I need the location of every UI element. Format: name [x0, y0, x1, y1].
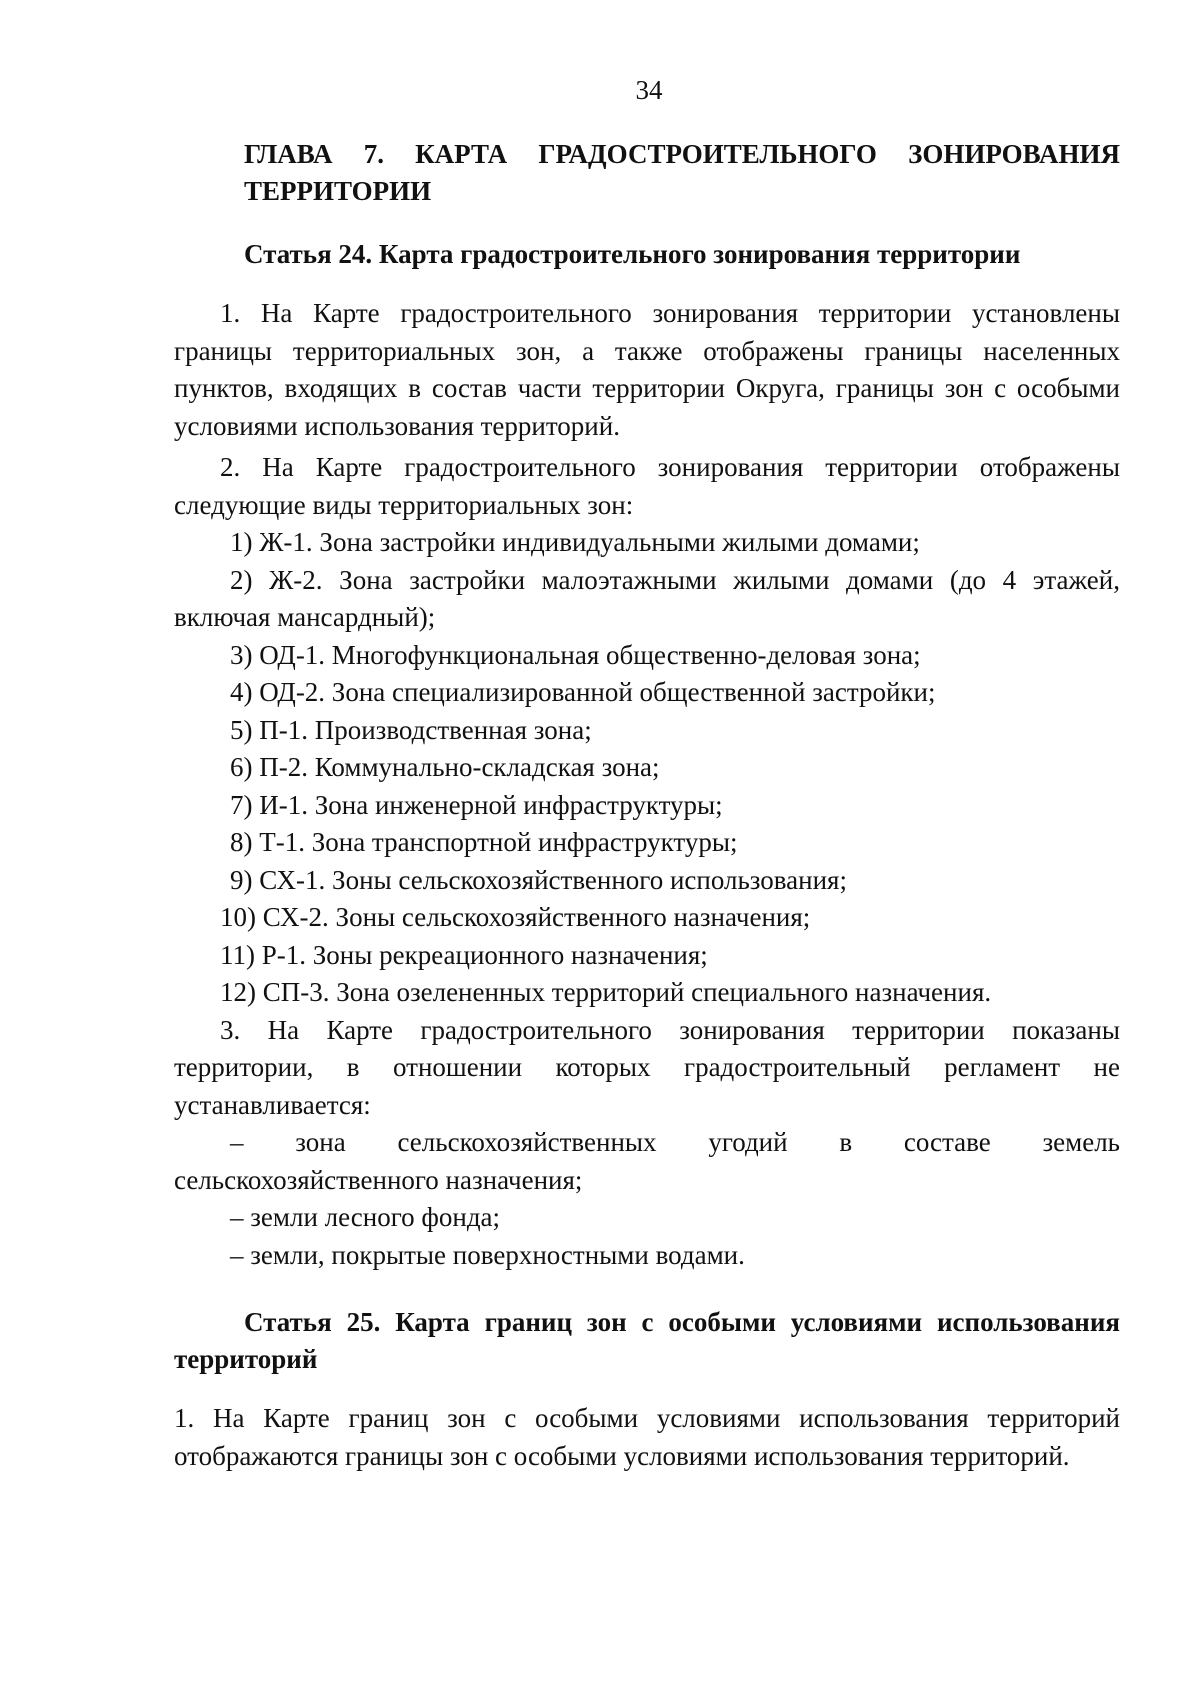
exclusion-list	[174, 1124, 1120, 1274]
zone-list-item: 11) Р-1. Зоны рекреационного назначения;	[220, 939, 708, 970]
article-24-paragraph-3: 3. На Карте градостроительного зонирования территории показаны территории, в отношении которых градостроительный регламент не устанавливается:	[174, 1014, 1120, 1120]
exclusion-list-item: – земли, покрытые поверхностными водами.	[230, 1239, 745, 1270]
article-25-title-line2: территорий	[174, 1344, 318, 1374]
zone-list-item: 5) П-1. Производственная зона;	[230, 714, 592, 745]
chapter-title-line2: ТЕРРИТОРИИ	[244, 176, 432, 206]
chapter-title-line1: ГЛАВА 7. КАРТА ГРАДОСТРОИТЕЛЬНОГО ЗОНИРОВАНИЯ	[244, 139, 1120, 169]
article-25-title-line1: Статья 25. Карта границ зон с особыми условиями использования	[244, 1307, 1120, 1337]
zone-list	[174, 524, 1120, 1012]
page-number: 34	[635, 75, 663, 105]
exclusion-list-item: – зона сельскохозяйственных угодий в составе земель сельскохозяйственного назначения;	[174, 1127, 1120, 1195]
zone-list-item: 8) Т-1. Зона транспортной инфраструктуры;	[230, 827, 738, 857]
zone-list-item: 9) СХ-1. Зоны сельскохозяйственного использования;	[230, 864, 847, 895]
article-25-title	[174, 1304, 1120, 1378]
chapter-title	[244, 136, 1120, 210]
article-25-paragraph-1: 1. На Карте границ зон с особыми условиями использования территорий отображаются границы зон с особыми условиями использования территорий.	[174, 1403, 1120, 1471]
zone-list-item: 12) СП-3. Зона озелененных территорий специального назначения.	[220, 977, 992, 1007]
article-24-title: Статья 24. Карта градостроительного зонирования территории	[244, 239, 1021, 269]
zone-list-item: 10) СХ-2. Зоны сельскохозяйственного назначения;	[220, 902, 811, 932]
zone-list-item: 4) ОД-2. Зона специализированной общественной застройки;	[230, 677, 936, 707]
zone-list-item: 6) П-2. Коммунально-складская зона;	[230, 752, 660, 782]
article-24-paragraph-2: 2. На Карте градостроительного зонирования территории отображены следующие виды территориальных зон:	[174, 452, 1120, 520]
page-content	[174, 136, 1120, 1475]
zone-list-item: 1) Ж-1. Зона застройки индивидуальными жилыми домами;	[230, 527, 920, 557]
zone-list-item: 3) ОД-1. Многофункциональная общественно-деловая зона;	[230, 639, 921, 670]
zone-list-item: 2) Ж-2. Зона застройки малоэтажными жилыми домами (до 4 этажей, включая мансардный);	[174, 564, 1120, 632]
exclusion-list-item: – земли лесного фонда;	[230, 1202, 501, 1232]
zone-list-item: 7) И-1. Зона инженерной инфраструктуры;	[230, 789, 723, 820]
article-24-paragraph-1: 1. На Карте градостроительного зонирования территории установлены границы территориальных зон, а также отображены границы населенных пунктов, входящих в состав части территории Округа, границы зон с особыми условиями использования территорий.	[174, 298, 1120, 441]
